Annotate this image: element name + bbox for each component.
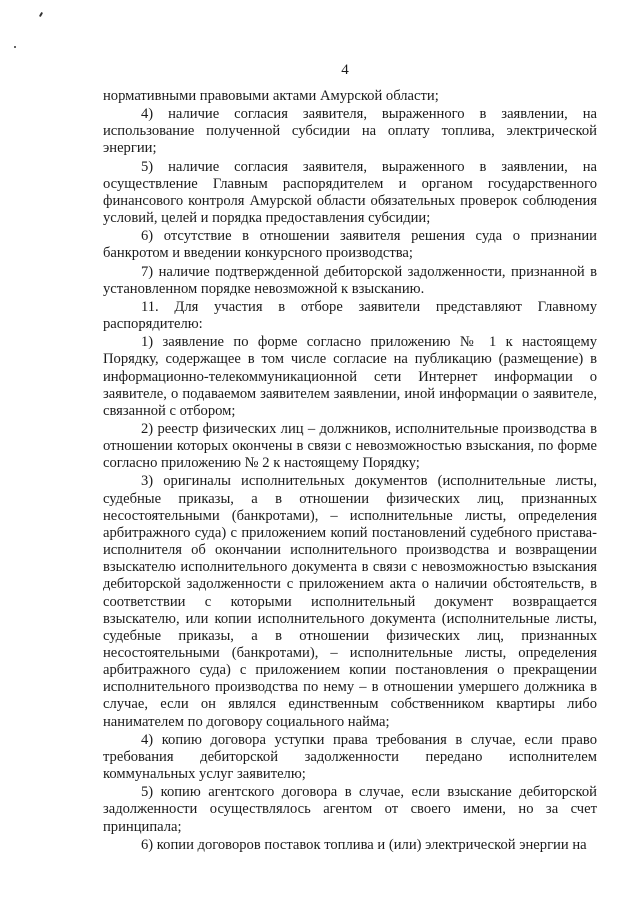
paragraph-item-4: 4) наличие согласия заявителя, выраженного в заявлении, на использование полученной субсидии на оплату топлива, электрической энергии; [103,106,597,157]
page-number: 4 [341,62,349,78]
paragraph-item-5: 5) наличие согласия заявителя, выраженного в заявлении, на осуществление Главным распорядителем и органом государственного финансового контроля Амурской области обязательных проверок соблюдения условий, целей и порядка предоставления субсидии; [103,158,597,227]
paragraph-doc-5: 5) копию агентского договора в случае, если взыскание дебиторской задолженности осуществлялось агентом от своего имени, но за счет принципала; [103,784,597,835]
paragraph-doc-6: 6) копии договоров поставок топлива и (или) электрической энергии на [141,836,587,853]
paragraph-doc-1: 1) заявление по форме согласно приложению № 1 к настоящему Порядку, содержащее в том числе согласие на публикацию (размещение) в информационно-телекоммуникационной сети Интернет информации о заявителе, о подаваемом заявителем заявлении, иной информации о заявителе, связанной с отбором; [103,334,597,419]
paragraph-item-6: 6) отсутствие в отношении заявителя решения суда о признании банкротом и введении конкурсного производства; [103,228,597,262]
paragraph-section-11: 11. Для участия в отборе заявители представляют Главному распорядителю: [103,298,597,333]
paragraph-item-7: 7) наличие подтвержденной дебиторской задолженности, признанной в установленном порядке невозможной к взысканию. [103,263,597,297]
scan-mark [14,46,16,48]
paragraph-continuation: нормативными правовыми актами Амурской области; [103,88,439,104]
scan-mark [39,12,43,17]
document-body [103,88,597,855]
paragraph-doc-3: 3) оригиналы исполнительных документов (исполнительные листы, судебные приказы, а в отношении физических лиц, признанных несостоятельными (банкротами), – исполнительные листы, определения арбитражного суда) с приложением копий постановлений судебного пристава-исполнителя об окончании исполнительного производства и возвращении взыскателю исполнительного документа в связи с невозможностью взыскания дебиторской задолженности с приложением акта о наличии обстоятельств, в соответствии с которыми исполнительный документ возвращается взыскателю, или копии исполнительного документа (исполнительные листы, судебные приказы, а в отношении физических лиц, признанных несостоятельными (банкротами), – исполнительные листы, определения арбитражного суда) с приложением копии постановления о прекращении исполнительного производства по нему – в отношении умершего должника в случае, если он являлся единственным собственником квартиры либо нанимателем по договору социального найма; [103,473,597,730]
paragraph-doc-4: 4) копию договора уступки права требования в случае, если право требования дебиторской задолженности передано исполнителем коммунальных услуг заявителю; [103,731,597,783]
paragraph-doc-2: 2) реестр физических лиц – должников, исполнительные производства в отношении которых окончены в связи с невозможностью взыскания, по форме согласно приложению № 2 к настоящему Порядку; [103,420,597,472]
